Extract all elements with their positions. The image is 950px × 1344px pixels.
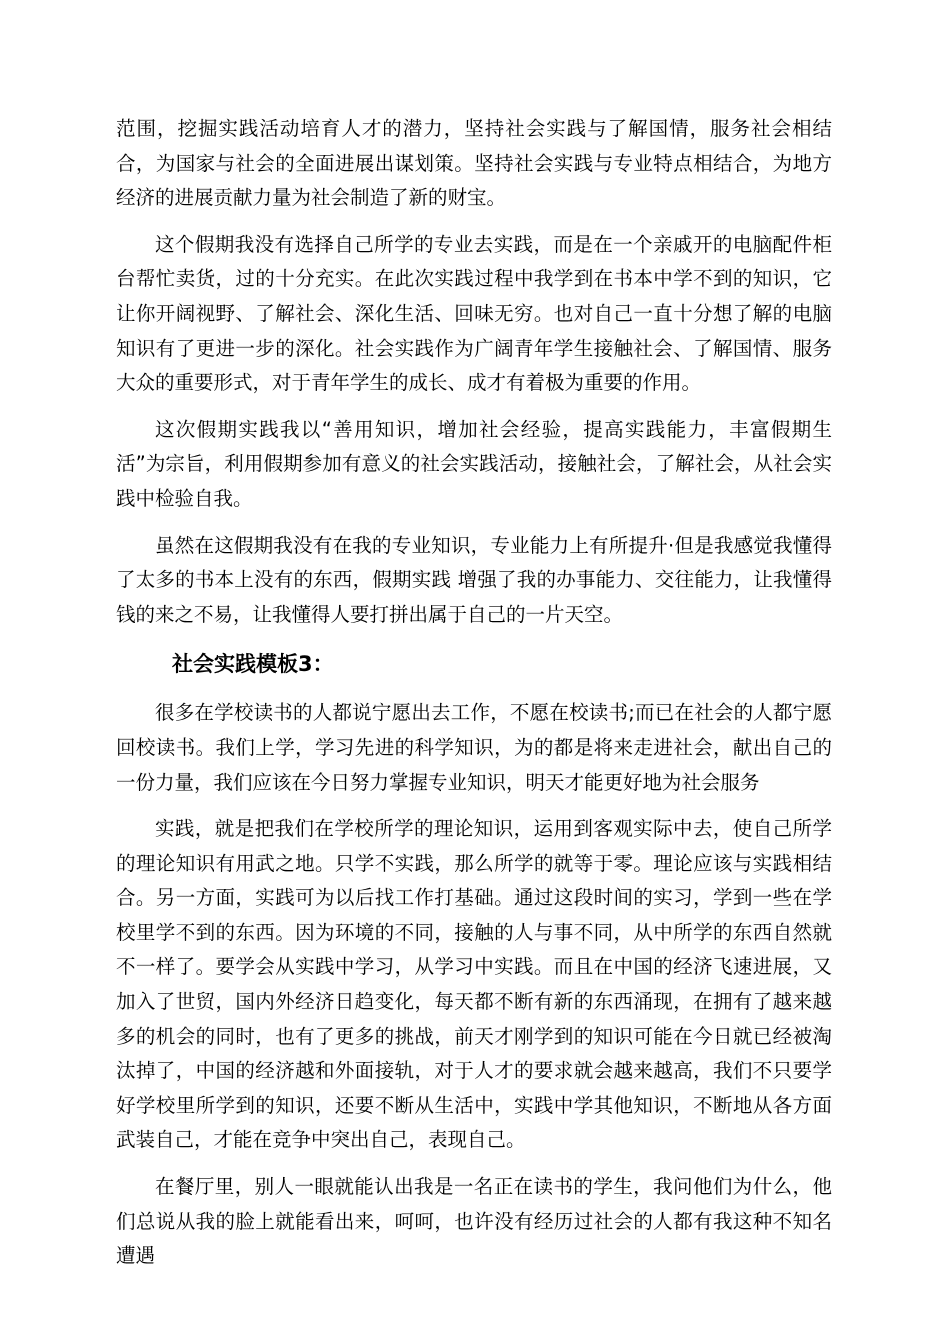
paragraph: 这次假期实践我以“善用知识，增加社会经验，提高实践能力，丰富假期生活”为宗旨，利用假期参加有意义的社会实践活动，接触社会，了解社会，从社会实践中检验自我。: [116, 417, 832, 510]
paragraph: 很多在学校读书的人都说宁愿出去工作，不愿在校读书;而已在社会的人都宁愿回校读书。我们上学，学习先进的科学知识，为的都是将来走进社会，献出自己的一份力量，我们应该在今日努力掌握专业知识，明天才能更好地为社会服务: [116, 701, 832, 794]
section-heading: 社会实践模板3：: [172, 652, 334, 677]
paragraph: 这个假期我没有选择自己所学的专业去实践，而是在一个亲戚开的电脑配件柜台帮忙卖货，过的十分充实。在此次实践过程中我学到在书本中学不到的知识，它让你开阔视野、了解社会、深化生活、回味无穷。也对自己一直十分想了解的电脑知识有了更进一步的深化。社会实践作为广阔青年学生接触社会、了解国情、服务大众的重要形式，对于青年学生的成长、成才有着极为重要的作用。: [116, 232, 832, 395]
paragraph: 实践，就是把我们在学校所学的理论知识，运用到客观实际中去，使自己所学的理论知识有用武之地。只学不实践，那么所学的就等于零。理论应该与实践相结合。另一方面，实践可为以后找工作打基础。通过这段时间的实习，学到一些在学校里学不到的东西。因为环境的不同，接触的人与事不同，从中所学的东西自然就不一样了。要学会从实践中学习，从学习中实践。而且在中国的经济飞速进展，又加入了世贸，国内外经济日趋变化，每天都不断有新的东西涌现，在拥有了越来越多的机会的同时，也有了更多的挑战，前天才刚学到的知识可能在今日就已经被淘汰掉了，中国的经济越和外面接轨，对于人才的要求就会越来越高，我们不只要学好学校里所学到的知识，还要不断从生活中，实践中学其他知识，不断地从各方面武装自己，才能在竞争中突出自己，表现自己。: [116, 817, 832, 1152]
paragraph-continuation: 范围，挖掘实践活动培育人才的潜力，坚持社会实践与了解国情，服务社会相结合，为国家与社会的全面进展出谋划策。坚持社会实践与专业特点相结合，为地方经济的进展贡献力量为社会制造了新的财宝。: [116, 117, 832, 210]
paragraph: 在餐厅里，别人一眼就能认出我是一名正在读书的学生，我问他们为什么，他们总说从我的脸上就能看出来，呵呵，也许没有经历过社会的人都有我这种不知名遭遇: [116, 1175, 832, 1268]
document-body: [116, 112, 832, 1274]
paragraph: 虽然在这假期我没有在我的专业知识，专业能力上有所提升·但是我感觉我懂得了太多的书本上没有的东西，假期实践 增强了我的办事能力、交往能力，让我懂得钱的来之不易，让我懂得人要打拼出属于自己的一片天空。: [116, 533, 832, 626]
